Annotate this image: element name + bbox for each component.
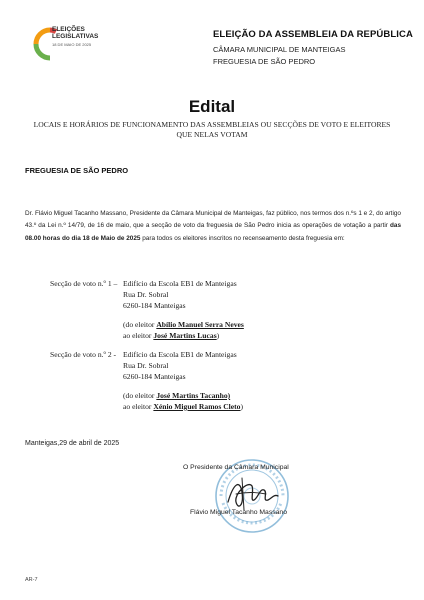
section-2-to-prefix: ao eleitor xyxy=(123,402,154,411)
logo-date: 18 DE MAIO DE 2025 xyxy=(52,42,92,47)
document-subtitle: LOCAIS E HORÁRIOS DE FUNCIONAMENTO DAS ASSEMBLEIAS OU SECÇÕES DE VOTO E ELEITORES QUE NELAS VOTAM xyxy=(33,120,391,139)
section-1-to-name: José Martins Lucas xyxy=(153,331,217,340)
section-2-from-prefix: (do eleitor xyxy=(123,391,157,400)
handwritten-signature-icon xyxy=(222,472,282,514)
logo-line1: ELEIÇÕES xyxy=(52,26,85,33)
body-text-start: Dr. Flávio Miguel Tacanho Massano, Presidente da Câmara Municipal de Manteigas, faz público, nos termos dos n.ºs 1 e 2, do artigo 43.º da Lei n.º 14/79, de 16 de maio, que a secção de voto da freguesia de São Pedro inicia as operações de votação a partir xyxy=(25,210,401,230)
president-title: O Presidente da Câmara Municipal xyxy=(183,464,289,471)
section-1-from-voter xyxy=(123,319,244,331)
header-municipality: CÂMARA MUNICIPAL DE MANTEIGAS xyxy=(213,45,346,54)
section-1-from-prefix: (do eleitor xyxy=(123,320,157,329)
section-1-to-prefix: ao eleitor xyxy=(123,331,154,340)
section-1-label: Secção de voto n.º 1 – xyxy=(50,279,118,288)
section-2-from-name: José Martins Tacanho) xyxy=(156,391,231,400)
section-1-to-voter xyxy=(123,330,219,342)
section-2-from-voter xyxy=(123,390,230,402)
document-code: AR-7 xyxy=(25,577,38,583)
document-title: Edital xyxy=(188,97,236,116)
header-parish: FREGUESIA DE SÃO PEDRO xyxy=(213,57,316,66)
section-2-address-line1: Edifício da Escola EB1 de Manteigas xyxy=(123,350,237,359)
section-2-address-line2: Rua Dr. Sobral xyxy=(123,361,169,370)
logo-arc-orange-icon xyxy=(36,30,50,44)
section-1-to-suffix: ) xyxy=(216,331,220,340)
section-2-to-voter xyxy=(123,401,243,413)
section-2-to-name: Xénio Miguel Ramos Cleto xyxy=(153,402,241,411)
section-1-address-line1: Edifício da Escola EB1 de Manteigas xyxy=(123,279,237,288)
logo-line2: LEGISLATIVAS xyxy=(52,33,99,40)
header-title: ELEIÇÃO DA ASSEMBLEIA DA REPÚBLICA xyxy=(213,29,413,40)
section-1-from-name: Abílio Manuel Serra Neves xyxy=(156,320,244,329)
section-2-to-suffix: ) xyxy=(240,402,244,411)
logo-arc-green-icon xyxy=(36,44,50,58)
body-text-bold: das 08.00 horas do dia 18 de Maio de 2025 xyxy=(25,222,401,242)
body-paragraph xyxy=(25,208,401,245)
parish-heading: FREGUESIA DE SÃO PEDRO xyxy=(25,166,129,175)
section-1-address-line2: Rua Dr. Sobral xyxy=(123,290,169,299)
president-name: Flávio Miguel Tacanho Massano xyxy=(190,509,287,516)
section-2-label: Secção de voto n.º 2 - xyxy=(50,350,117,359)
section-1-address-line3: 6260-184 Manteigas xyxy=(123,301,186,310)
date-line: Manteigas,29 de abril de 2025 xyxy=(25,440,120,447)
section-2-address-line3: 6260-184 Manteigas xyxy=(123,372,186,381)
body-text-end: para todos os eleitores inscritos no recenseamento desta freguesia em: xyxy=(140,234,345,242)
